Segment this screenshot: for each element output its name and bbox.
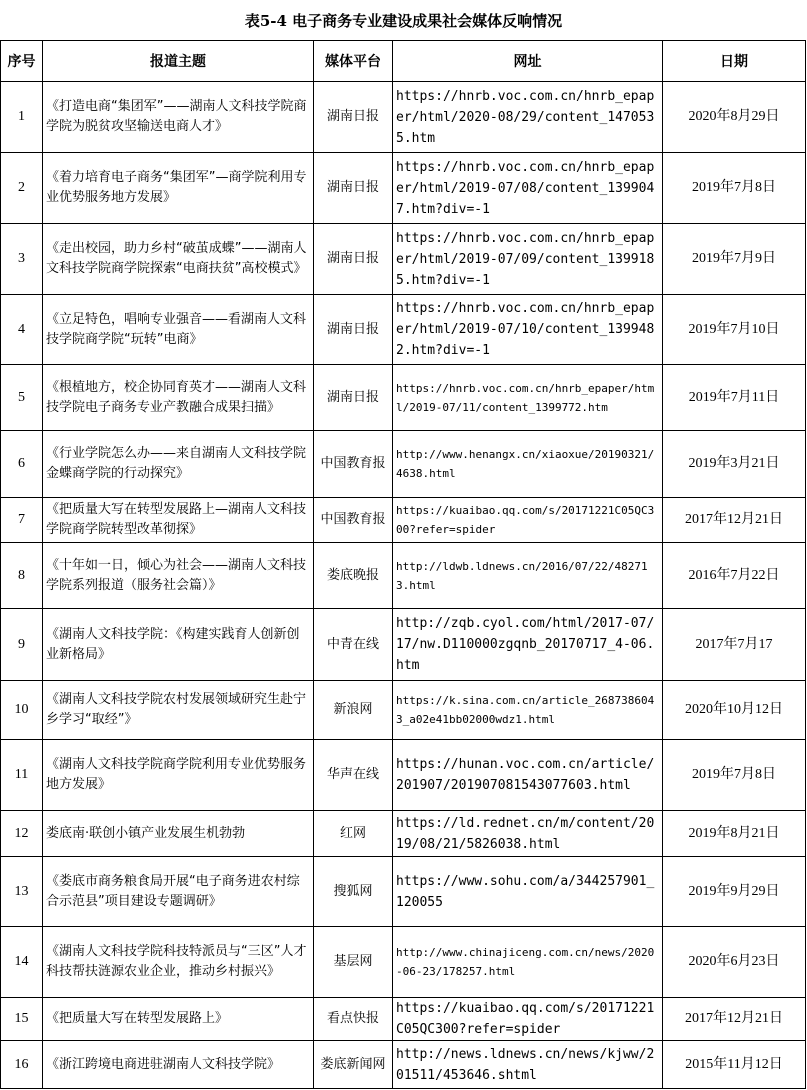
row-num: 1 — [1, 82, 43, 153]
row-topic: 《根植地方，校企协同育英才——湖南人文科技学院电子商务专业产教融合成果扫描》 — [43, 365, 314, 431]
row-topic: 《湖南人文科技学院：《构建实践育人创新创业新格局》 — [43, 609, 314, 681]
row-media: 中国教育报 — [314, 431, 393, 498]
row-url[interactable]: https://kuaibao.qq.com/s/20171221C05QC300?refer=spider — [393, 498, 663, 543]
row-url[interactable]: http://www.henangx.cn/xiaoxue/20190321/4638.html — [393, 431, 663, 498]
table-row — [1, 681, 806, 740]
row-num: 14 — [1, 927, 43, 998]
row-topic: 《着力培育电子商务“集团军”—商学院利用专业优势服务地方发展》 — [43, 153, 314, 224]
table-row — [1, 365, 806, 431]
row-date: 2019年7月11日 — [663, 365, 806, 431]
row-date: 2020年10月12日 — [663, 681, 806, 740]
table-header-row — [1, 41, 806, 82]
row-num: 5 — [1, 365, 43, 431]
row-num: 4 — [1, 295, 43, 365]
table-row — [1, 498, 806, 543]
row-date: 2019年7月9日 — [663, 224, 806, 295]
row-url[interactable]: http://ldwb.ldnews.cn/2016/07/22/482713.html — [393, 543, 663, 609]
row-topic: 《打造电商“集团军”——湖南人文科技学院商学院为脱贫攻坚输送电商人才》 — [43, 82, 314, 153]
row-url[interactable]: https://www.sohu.com/a/344257901_120055 — [393, 857, 663, 927]
table-row — [1, 431, 806, 498]
table-row — [1, 927, 806, 998]
row-topic: 《湖南人文科技学院农村发展领域研究生赴宁乡学习“取经”》 — [43, 681, 314, 740]
row-url[interactable]: https://hnrb.voc.com.cn/hnrb_epaper/html/2019-07/09/content_1399185.htm?div=-1 — [393, 224, 663, 295]
row-topic: 《立足特色，唱响专业强音——看湖南人文科技学院商学院“玩转”电商》 — [43, 295, 314, 365]
row-url[interactable]: http://zqb.cyol.com/html/2017-07/17/nw.D110000zgqnb_20170717_4-06.htm — [393, 609, 663, 681]
row-media: 红网 — [314, 811, 393, 857]
row-num: 12 — [1, 811, 43, 857]
row-num: 15 — [1, 998, 43, 1041]
row-media: 中国教育报 — [314, 498, 393, 543]
table-row — [1, 811, 806, 857]
row-url[interactable]: https://kuaibao.qq.com/s/20171221C05QC300?refer=spider — [393, 998, 663, 1041]
row-date: 2017年7月17 — [663, 609, 806, 681]
row-date: 2017年12月21日 — [663, 998, 806, 1041]
row-url[interactable]: https://hunan.voc.com.cn/article/201907/201907081543077603.html — [393, 740, 663, 811]
row-media: 看点快报 — [314, 998, 393, 1041]
row-url[interactable]: https://hnrb.voc.com.cn/hnrb_epaper/html/2019-07/08/content_1399047.htm?div=-1 — [393, 153, 663, 224]
header-date: 日期 — [663, 41, 806, 82]
row-date: 2019年7月10日 — [663, 295, 806, 365]
table-row — [1, 224, 806, 295]
row-topic: 《湖南人文科技学院科技特派员与“三区”人才科技帮扶涟源农业企业，推动乡村振兴》 — [43, 927, 314, 998]
row-num: 2 — [1, 153, 43, 224]
header-media: 媒体平台 — [314, 41, 393, 82]
row-date: 2019年7月8日 — [663, 740, 806, 811]
row-media: 湖南日报 — [314, 153, 393, 224]
row-media: 娄底新闻网 — [314, 1041, 393, 1089]
header-url: 网址 — [393, 41, 663, 82]
row-date: 2020年8月29日 — [663, 82, 806, 153]
row-num: 7 — [1, 498, 43, 543]
row-date: 2019年8月21日 — [663, 811, 806, 857]
row-url[interactable]: http://news.ldnews.cn/news/kjww/201511/453646.shtml — [393, 1041, 663, 1089]
row-num: 3 — [1, 224, 43, 295]
row-num: 16 — [1, 1041, 43, 1089]
row-num: 11 — [1, 740, 43, 811]
table-title: 表5-4 电子商务专业建设成果社会媒体反响情况 — [244, 11, 563, 30]
row-topic: 《把质量大写在转型发展路上—湖南人文科技学院商学院转型改革彻探》 — [43, 498, 314, 543]
row-media: 基层网 — [314, 927, 393, 998]
row-media: 华声在线 — [314, 740, 393, 811]
table-row — [1, 153, 806, 224]
table-row — [1, 857, 806, 927]
row-url[interactable]: http://www.chinajiceng.com.cn/news/2020-06-23/178257.html — [393, 927, 663, 998]
table-row — [1, 998, 806, 1041]
row-date: 2016年7月22日 — [663, 543, 806, 609]
row-media: 湖南日报 — [314, 224, 393, 295]
row-num: 8 — [1, 543, 43, 609]
row-url[interactable]: https://k.sina.com.cn/article_2687386043_a02e41bb02000wdz1.html — [393, 681, 663, 740]
row-date: 2017年12月21日 — [663, 498, 806, 543]
row-media: 搜狐网 — [314, 857, 393, 927]
table-row — [1, 82, 806, 153]
row-url[interactable]: https://hnrb.voc.com.cn/hnrb_epaper/html/2019-07/10/content_1399482.htm?div=-1 — [393, 295, 663, 365]
row-date: 2019年3月21日 — [663, 431, 806, 498]
media-coverage-table — [0, 40, 806, 1089]
row-num: 13 — [1, 857, 43, 927]
table-row — [1, 543, 806, 609]
row-url[interactable]: https://ld.rednet.cn/m/content/2019/08/21/5826038.html — [393, 811, 663, 857]
row-media: 湖南日报 — [314, 82, 393, 153]
row-media: 湖南日报 — [314, 295, 393, 365]
row-num: 10 — [1, 681, 43, 740]
row-media: 新浪网 — [314, 681, 393, 740]
row-url[interactable]: https://hnrb.voc.com.cn/hnrb_epaper/html/2019-07/11/content_1399772.htm — [393, 365, 663, 431]
row-media: 中青在线 — [314, 609, 393, 681]
header-topic: 报道主题 — [43, 41, 314, 82]
row-topic: 《行业学院怎么办——来自湖南人文科技学院金蝶商学院的行动探究》 — [43, 431, 314, 498]
row-date: 2019年9月29日 — [663, 857, 806, 927]
row-topic: 《浙江跨境电商进驻湖南人文科技学院》 — [43, 1041, 314, 1089]
row-topic: 《把质量大写在转型发展路上》 — [43, 998, 314, 1041]
row-media: 湖南日报 — [314, 365, 393, 431]
row-media: 娄底晚报 — [314, 543, 393, 609]
row-num: 9 — [1, 609, 43, 681]
row-num: 6 — [1, 431, 43, 498]
row-topic: 娄底南·联创小镇产业发展生机勃勃 — [43, 811, 314, 857]
table-row — [1, 609, 806, 681]
header-num: 序号 — [1, 41, 43, 82]
row-topic: 《湖南人文科技学院商学院利用专业优势服务地方发展》 — [43, 740, 314, 811]
table-row — [1, 1041, 806, 1089]
row-topic: 《十年如一日，倾心为社会——湖南人文科技学院系列报道（服务社会篇）》 — [43, 543, 314, 609]
row-date: 2019年7月8日 — [663, 153, 806, 224]
table-row — [1, 295, 806, 365]
row-topic: 《走出校园，助力乡村“破茧成蝶”——湖南人文科技学院商学院探索“电商扶贫”高校模式》 — [43, 224, 314, 295]
row-date: 2020年6月23日 — [663, 927, 806, 998]
row-topic: 《娄底市商务粮食局开展“电子商务进农村综合示范县”项目建设专题调研》 — [43, 857, 314, 927]
row-url[interactable]: https://hnrb.voc.com.cn/hnrb_epaper/html/2020-08/29/content_1470535.htm — [393, 82, 663, 153]
table-row — [1, 740, 806, 811]
row-date: 2015年11月12日 — [663, 1041, 806, 1089]
